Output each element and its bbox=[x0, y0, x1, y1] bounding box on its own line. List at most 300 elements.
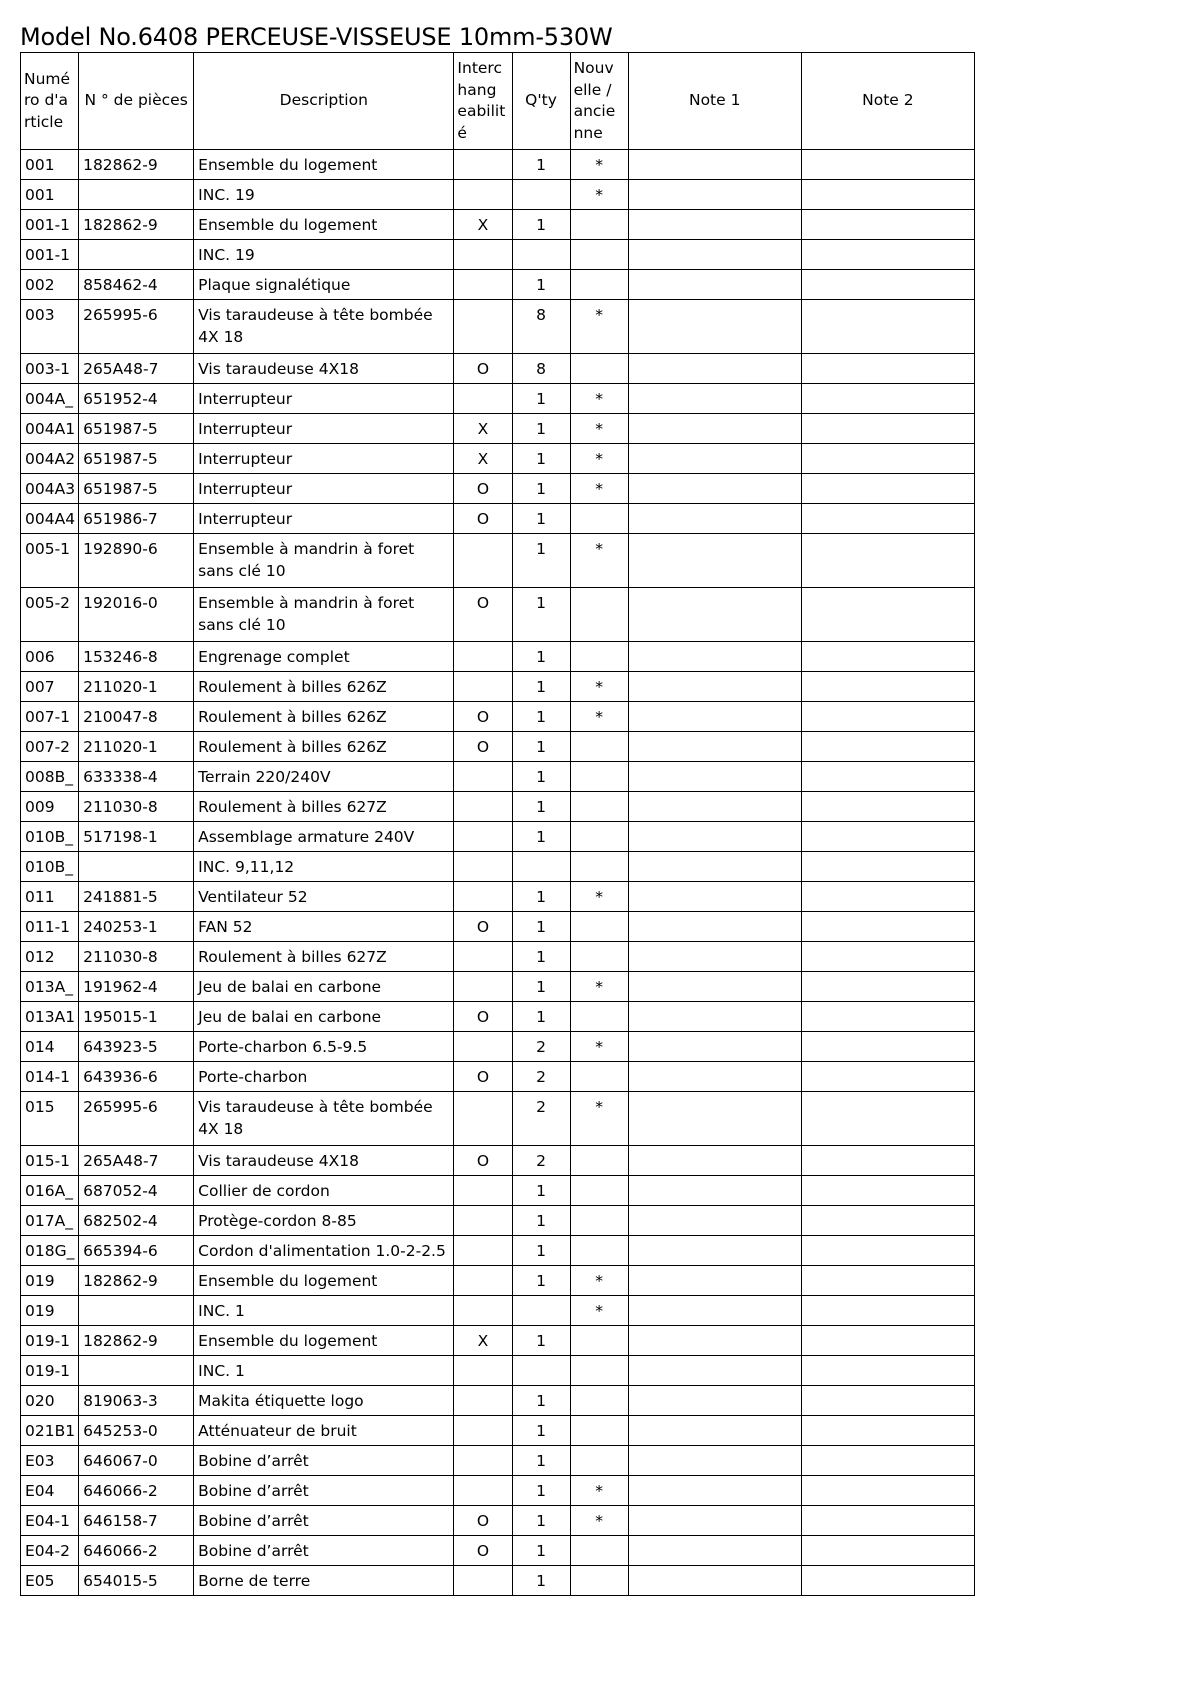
note-2-cell bbox=[801, 1266, 974, 1296]
interchangeability-cell: O bbox=[454, 1062, 512, 1092]
note-2-cell bbox=[801, 762, 974, 792]
note-2-cell bbox=[801, 1446, 974, 1476]
parts-table bbox=[20, 52, 975, 1596]
note-1-cell bbox=[628, 852, 801, 882]
interchangeability-cell bbox=[454, 972, 512, 1002]
description-cell: Bobine d’arrêt bbox=[194, 1446, 454, 1476]
table-row bbox=[21, 732, 975, 762]
interchangeability-cell bbox=[454, 1296, 512, 1326]
part-number-cell: 633338-4 bbox=[79, 762, 194, 792]
table-row bbox=[21, 792, 975, 822]
new-old-cell: * bbox=[570, 972, 628, 1002]
item-number-cell: E03 bbox=[21, 1446, 79, 1476]
quantity-cell: 1 bbox=[512, 474, 570, 504]
quantity-cell: 1 bbox=[512, 504, 570, 534]
part-number-cell: 182862-9 bbox=[79, 1326, 194, 1356]
item-number-cell: 007-1 bbox=[21, 702, 79, 732]
note-2-cell bbox=[801, 672, 974, 702]
quantity-cell: 8 bbox=[512, 300, 570, 354]
part-number-cell: 191962-4 bbox=[79, 972, 194, 1002]
note-1-cell bbox=[628, 882, 801, 912]
note-1-cell bbox=[628, 1536, 801, 1566]
note-1-cell bbox=[628, 270, 801, 300]
part-number-cell: 265A48-7 bbox=[79, 1146, 194, 1176]
parts-table-body bbox=[21, 150, 975, 1596]
new-old-cell bbox=[570, 1002, 628, 1032]
note-1-cell bbox=[628, 1206, 801, 1236]
table-row bbox=[21, 534, 975, 588]
note-1-cell bbox=[628, 702, 801, 732]
description-cell: Roulement à billes 626Z bbox=[194, 672, 454, 702]
quantity-cell: 1 bbox=[512, 1476, 570, 1506]
table-row bbox=[21, 1326, 975, 1356]
part-number-cell: 665394-6 bbox=[79, 1236, 194, 1266]
quantity-cell: 1 bbox=[512, 1536, 570, 1566]
new-old-cell bbox=[570, 504, 628, 534]
table-row bbox=[21, 444, 975, 474]
new-old-cell: * bbox=[570, 1506, 628, 1536]
note-2-cell bbox=[801, 912, 974, 942]
description-cell: Porte-charbon 6.5-9.5 bbox=[194, 1032, 454, 1062]
part-number-cell: 651987-5 bbox=[79, 474, 194, 504]
interchangeability-cell bbox=[454, 822, 512, 852]
header-part-number: N ° de pièces bbox=[79, 53, 194, 150]
note-1-cell bbox=[628, 642, 801, 672]
part-number-cell bbox=[79, 852, 194, 882]
quantity-cell bbox=[512, 1296, 570, 1326]
description-cell: Engrenage complet bbox=[194, 642, 454, 672]
interchangeability-cell bbox=[454, 1476, 512, 1506]
part-number-cell: 687052-4 bbox=[79, 1176, 194, 1206]
table-row bbox=[21, 1266, 975, 1296]
part-number-cell: 153246-8 bbox=[79, 642, 194, 672]
table-row bbox=[21, 972, 975, 1002]
note-2-cell bbox=[801, 504, 974, 534]
description-cell: Makita étiquette logo bbox=[194, 1386, 454, 1416]
item-number-cell: 002 bbox=[21, 270, 79, 300]
new-old-cell: * bbox=[570, 414, 628, 444]
new-old-cell bbox=[570, 1356, 628, 1386]
note-1-cell bbox=[628, 1296, 801, 1326]
table-row bbox=[21, 1032, 975, 1062]
new-old-cell bbox=[570, 270, 628, 300]
table-row bbox=[21, 942, 975, 972]
item-number-cell: 011 bbox=[21, 882, 79, 912]
quantity-cell: 1 bbox=[512, 210, 570, 240]
table-row bbox=[21, 762, 975, 792]
part-number-cell: 265995-6 bbox=[79, 300, 194, 354]
note-2-cell bbox=[801, 1002, 974, 1032]
part-number-cell: 182862-9 bbox=[79, 1266, 194, 1296]
note-2-cell bbox=[801, 1386, 974, 1416]
quantity-cell: 1 bbox=[512, 792, 570, 822]
item-number-cell: 007-2 bbox=[21, 732, 79, 762]
table-row bbox=[21, 354, 975, 384]
item-number-cell: 015 bbox=[21, 1092, 79, 1146]
description-cell: Interrupteur bbox=[194, 444, 454, 474]
interchangeability-cell bbox=[454, 1566, 512, 1596]
note-2-cell bbox=[801, 240, 974, 270]
note-2-cell bbox=[801, 1296, 974, 1326]
item-number-cell: 012 bbox=[21, 942, 79, 972]
new-old-cell: * bbox=[570, 1092, 628, 1146]
quantity-cell: 1 bbox=[512, 732, 570, 762]
note-2-cell bbox=[801, 588, 974, 642]
description-cell: Ensemble à mandrin à foret sans clé 10 bbox=[194, 534, 454, 588]
part-number-cell bbox=[79, 1296, 194, 1326]
new-old-cell bbox=[570, 822, 628, 852]
quantity-cell: 1 bbox=[512, 1446, 570, 1476]
note-2-cell bbox=[801, 882, 974, 912]
header-description: Description bbox=[194, 53, 454, 150]
description-cell: Cordon d'alimentation 1.0-2-2.5 bbox=[194, 1236, 454, 1266]
table-row bbox=[21, 270, 975, 300]
quantity-cell: 1 bbox=[512, 588, 570, 642]
note-1-cell bbox=[628, 1002, 801, 1032]
new-old-cell bbox=[570, 852, 628, 882]
description-cell: Roulement à billes 626Z bbox=[194, 732, 454, 762]
item-number-cell: 005-2 bbox=[21, 588, 79, 642]
note-2-cell bbox=[801, 1356, 974, 1386]
item-number-cell: 004A3 bbox=[21, 474, 79, 504]
description-cell: Assemblage armature 240V bbox=[194, 822, 454, 852]
part-number-cell: 858462-4 bbox=[79, 270, 194, 300]
interchangeability-cell bbox=[454, 1032, 512, 1062]
new-old-cell bbox=[570, 792, 628, 822]
note-1-cell bbox=[628, 792, 801, 822]
interchangeability-cell bbox=[454, 642, 512, 672]
interchangeability-cell: O bbox=[454, 912, 512, 942]
new-old-cell bbox=[570, 1416, 628, 1446]
quantity-cell: 1 bbox=[512, 1566, 570, 1596]
description-cell: Jeu de balai en carbone bbox=[194, 972, 454, 1002]
quantity-cell bbox=[512, 240, 570, 270]
quantity-cell bbox=[512, 1356, 570, 1386]
item-number-cell: 011-1 bbox=[21, 912, 79, 942]
item-number-cell: 015-1 bbox=[21, 1146, 79, 1176]
table-row bbox=[21, 474, 975, 504]
table-row bbox=[21, 1536, 975, 1566]
note-1-cell bbox=[628, 1446, 801, 1476]
new-old-cell: * bbox=[570, 474, 628, 504]
quantity-cell: 2 bbox=[512, 1092, 570, 1146]
note-2-cell bbox=[801, 1146, 974, 1176]
table-row bbox=[21, 414, 975, 444]
note-2-cell bbox=[801, 354, 974, 384]
table-row bbox=[21, 1176, 975, 1206]
note-2-cell bbox=[801, 972, 974, 1002]
note-1-cell bbox=[628, 1566, 801, 1596]
item-number-cell: 001-1 bbox=[21, 210, 79, 240]
note-1-cell bbox=[628, 912, 801, 942]
item-number-cell: 019-1 bbox=[21, 1326, 79, 1356]
new-old-cell: * bbox=[570, 1266, 628, 1296]
table-row bbox=[21, 822, 975, 852]
note-1-cell bbox=[628, 210, 801, 240]
interchangeability-cell bbox=[454, 270, 512, 300]
quantity-cell: 8 bbox=[512, 354, 570, 384]
new-old-cell bbox=[570, 210, 628, 240]
new-old-cell bbox=[570, 942, 628, 972]
quantity-cell: 1 bbox=[512, 1176, 570, 1206]
quantity-cell: 1 bbox=[512, 1386, 570, 1416]
item-number-cell: 007 bbox=[21, 672, 79, 702]
table-row bbox=[21, 1566, 975, 1596]
table-row bbox=[21, 1236, 975, 1266]
interchangeability-cell: O bbox=[454, 1146, 512, 1176]
part-number-cell: 192016-0 bbox=[79, 588, 194, 642]
item-number-cell: 010B_ bbox=[21, 852, 79, 882]
new-old-cell: * bbox=[570, 702, 628, 732]
note-1-cell bbox=[628, 942, 801, 972]
description-cell: Ventilateur 52 bbox=[194, 882, 454, 912]
description-cell: Interrupteur bbox=[194, 414, 454, 444]
table-row bbox=[21, 672, 975, 702]
interchangeability-cell: O bbox=[454, 702, 512, 732]
item-number-cell: 006 bbox=[21, 642, 79, 672]
table-row bbox=[21, 1002, 975, 1032]
note-2-cell bbox=[801, 270, 974, 300]
table-row bbox=[21, 912, 975, 942]
part-number-cell: 645253-0 bbox=[79, 1416, 194, 1446]
note-1-cell bbox=[628, 384, 801, 414]
part-number-cell: 646158-7 bbox=[79, 1506, 194, 1536]
note-2-cell bbox=[801, 1206, 974, 1236]
quantity-cell: 1 bbox=[512, 672, 570, 702]
item-number-cell: 008B_ bbox=[21, 762, 79, 792]
table-row bbox=[21, 702, 975, 732]
note-1-cell bbox=[628, 972, 801, 1002]
description-cell: Vis taraudeuse à tête bombée 4X 18 bbox=[194, 1092, 454, 1146]
part-number-cell: 265995-6 bbox=[79, 1092, 194, 1146]
note-2-cell bbox=[801, 210, 974, 240]
new-old-cell: * bbox=[570, 150, 628, 180]
table-row bbox=[21, 882, 975, 912]
new-old-cell bbox=[570, 1326, 628, 1356]
item-number-cell: E04-1 bbox=[21, 1506, 79, 1536]
table-row bbox=[21, 180, 975, 210]
quantity-cell: 1 bbox=[512, 912, 570, 942]
table-row bbox=[21, 300, 975, 354]
new-old-cell: * bbox=[570, 1476, 628, 1506]
table-row bbox=[21, 384, 975, 414]
interchangeability-cell bbox=[454, 1266, 512, 1296]
part-number-cell: 265A48-7 bbox=[79, 354, 194, 384]
new-old-cell: * bbox=[570, 444, 628, 474]
note-1-cell bbox=[628, 1416, 801, 1446]
quantity-cell: 1 bbox=[512, 1506, 570, 1536]
note-1-cell bbox=[628, 180, 801, 210]
quantity-cell: 1 bbox=[512, 822, 570, 852]
description-cell: Collier de cordon bbox=[194, 1176, 454, 1206]
interchangeability-cell bbox=[454, 240, 512, 270]
note-2-cell bbox=[801, 1032, 974, 1062]
description-cell: Ensemble du logement bbox=[194, 150, 454, 180]
part-number-cell: 195015-1 bbox=[79, 1002, 194, 1032]
part-number-cell: 646067-0 bbox=[79, 1446, 194, 1476]
item-number-cell: 004A_ bbox=[21, 384, 79, 414]
table-row bbox=[21, 1146, 975, 1176]
quantity-cell: 1 bbox=[512, 762, 570, 792]
interchangeability-cell: O bbox=[454, 474, 512, 504]
note-1-cell bbox=[628, 474, 801, 504]
quantity-cell bbox=[512, 852, 570, 882]
description-cell: INC. 1 bbox=[194, 1356, 454, 1386]
interchangeability-cell bbox=[454, 1206, 512, 1236]
header-item-number: Numé ro d'a rticle bbox=[21, 53, 79, 150]
interchangeability-cell: O bbox=[454, 504, 512, 534]
description-cell: Ensemble à mandrin à foret sans clé 10 bbox=[194, 588, 454, 642]
item-number-cell: 003-1 bbox=[21, 354, 79, 384]
interchangeability-cell: O bbox=[454, 1506, 512, 1536]
quantity-cell: 1 bbox=[512, 1236, 570, 1266]
quantity-cell: 1 bbox=[512, 444, 570, 474]
note-2-cell bbox=[801, 384, 974, 414]
new-old-cell bbox=[570, 1386, 628, 1416]
item-number-cell: 009 bbox=[21, 792, 79, 822]
part-number-cell bbox=[79, 240, 194, 270]
note-1-cell bbox=[628, 414, 801, 444]
part-number-cell: 211020-1 bbox=[79, 672, 194, 702]
description-cell: Bobine d’arrêt bbox=[194, 1506, 454, 1536]
item-number-cell: 019 bbox=[21, 1266, 79, 1296]
interchangeability-cell bbox=[454, 180, 512, 210]
interchangeability-cell bbox=[454, 300, 512, 354]
item-number-cell: 004A1 bbox=[21, 414, 79, 444]
quantity-cell: 1 bbox=[512, 882, 570, 912]
quantity-cell: 1 bbox=[512, 1326, 570, 1356]
interchangeability-cell bbox=[454, 534, 512, 588]
new-old-cell bbox=[570, 1446, 628, 1476]
description-cell: Atténuateur de bruit bbox=[194, 1416, 454, 1446]
part-number-cell: 646066-2 bbox=[79, 1476, 194, 1506]
interchangeability-cell bbox=[454, 762, 512, 792]
interchangeability-cell bbox=[454, 1176, 512, 1206]
part-number-cell: 210047-8 bbox=[79, 702, 194, 732]
item-number-cell: 014-1 bbox=[21, 1062, 79, 1092]
note-2-cell bbox=[801, 702, 974, 732]
part-number-cell bbox=[79, 1356, 194, 1386]
interchangeability-cell bbox=[454, 1446, 512, 1476]
item-number-cell: 001-1 bbox=[21, 240, 79, 270]
new-old-cell: * bbox=[570, 384, 628, 414]
new-old-cell bbox=[570, 1062, 628, 1092]
table-row bbox=[21, 1356, 975, 1386]
note-2-cell bbox=[801, 852, 974, 882]
note-2-cell bbox=[801, 732, 974, 762]
part-number-cell: 241881-5 bbox=[79, 882, 194, 912]
description-cell: Interrupteur bbox=[194, 504, 454, 534]
description-cell: Vis taraudeuse 4X18 bbox=[194, 1146, 454, 1176]
interchangeability-cell: O bbox=[454, 588, 512, 642]
item-number-cell: 019-1 bbox=[21, 1356, 79, 1386]
note-2-cell bbox=[801, 1536, 974, 1566]
table-row bbox=[21, 210, 975, 240]
note-1-cell bbox=[628, 1062, 801, 1092]
interchangeability-cell: X bbox=[454, 1326, 512, 1356]
new-old-cell bbox=[570, 588, 628, 642]
note-2-cell bbox=[801, 1062, 974, 1092]
note-2-cell bbox=[801, 942, 974, 972]
note-2-cell bbox=[801, 300, 974, 354]
note-2-cell bbox=[801, 1566, 974, 1596]
description-cell: INC. 19 bbox=[194, 180, 454, 210]
item-number-cell: 013A_ bbox=[21, 972, 79, 1002]
table-row bbox=[21, 642, 975, 672]
item-number-cell: 017A_ bbox=[21, 1206, 79, 1236]
note-2-cell bbox=[801, 1092, 974, 1146]
item-number-cell: 021B1 bbox=[21, 1416, 79, 1446]
interchangeability-cell: X bbox=[454, 444, 512, 474]
interchangeability-cell: O bbox=[454, 1536, 512, 1566]
note-2-cell bbox=[801, 180, 974, 210]
item-number-cell: 001 bbox=[21, 180, 79, 210]
note-1-cell bbox=[628, 240, 801, 270]
interchangeability-cell: X bbox=[454, 414, 512, 444]
note-2-cell bbox=[801, 792, 974, 822]
quantity-cell: 1 bbox=[512, 642, 570, 672]
new-old-cell bbox=[570, 732, 628, 762]
document-title: Model No.6408 PERCEUSE-VISSEUSE 10mm-530W bbox=[20, 23, 613, 51]
note-1-cell bbox=[628, 354, 801, 384]
part-number-cell: 651986-7 bbox=[79, 504, 194, 534]
part-number-cell: 651987-5 bbox=[79, 414, 194, 444]
part-number-cell: 211030-8 bbox=[79, 792, 194, 822]
description-cell: Vis taraudeuse 4X18 bbox=[194, 354, 454, 384]
item-number-cell: 016A_ bbox=[21, 1176, 79, 1206]
quantity-cell: 1 bbox=[512, 150, 570, 180]
item-number-cell: 004A2 bbox=[21, 444, 79, 474]
note-1-cell bbox=[628, 1476, 801, 1506]
description-cell: Roulement à billes 627Z bbox=[194, 942, 454, 972]
note-2-cell bbox=[801, 444, 974, 474]
interchangeability-cell bbox=[454, 1416, 512, 1446]
new-old-cell: * bbox=[570, 180, 628, 210]
part-number-cell: 651987-5 bbox=[79, 444, 194, 474]
new-old-cell bbox=[570, 912, 628, 942]
note-2-cell bbox=[801, 1476, 974, 1506]
note-2-cell bbox=[801, 474, 974, 504]
note-1-cell bbox=[628, 504, 801, 534]
quantity-cell: 1 bbox=[512, 1416, 570, 1446]
interchangeability-cell bbox=[454, 672, 512, 702]
new-old-cell bbox=[570, 1236, 628, 1266]
new-old-cell bbox=[570, 1566, 628, 1596]
description-cell: Roulement à billes 626Z bbox=[194, 702, 454, 732]
header-note-1: Note 1 bbox=[628, 53, 801, 150]
table-row bbox=[21, 1446, 975, 1476]
description-cell: Vis taraudeuse à tête bombée 4X 18 bbox=[194, 300, 454, 354]
note-2-cell bbox=[801, 1326, 974, 1356]
new-old-cell bbox=[570, 354, 628, 384]
part-number-cell: 192890-6 bbox=[79, 534, 194, 588]
description-cell: Bobine d’arrêt bbox=[194, 1536, 454, 1566]
interchangeability-cell: O bbox=[454, 1002, 512, 1032]
description-cell: Plaque signalétique bbox=[194, 270, 454, 300]
item-number-cell: 003 bbox=[21, 300, 79, 354]
note-1-cell bbox=[628, 672, 801, 702]
quantity-cell: 2 bbox=[512, 1032, 570, 1062]
note-1-cell bbox=[628, 1266, 801, 1296]
interchangeability-cell bbox=[454, 1236, 512, 1266]
item-number-cell: E04-2 bbox=[21, 1536, 79, 1566]
part-number-cell: 240253-1 bbox=[79, 912, 194, 942]
table-header-row bbox=[21, 53, 975, 150]
part-number-cell: 819063-3 bbox=[79, 1386, 194, 1416]
description-cell: Protège-cordon 8-85 bbox=[194, 1206, 454, 1236]
note-1-cell bbox=[628, 1236, 801, 1266]
new-old-cell bbox=[570, 1146, 628, 1176]
